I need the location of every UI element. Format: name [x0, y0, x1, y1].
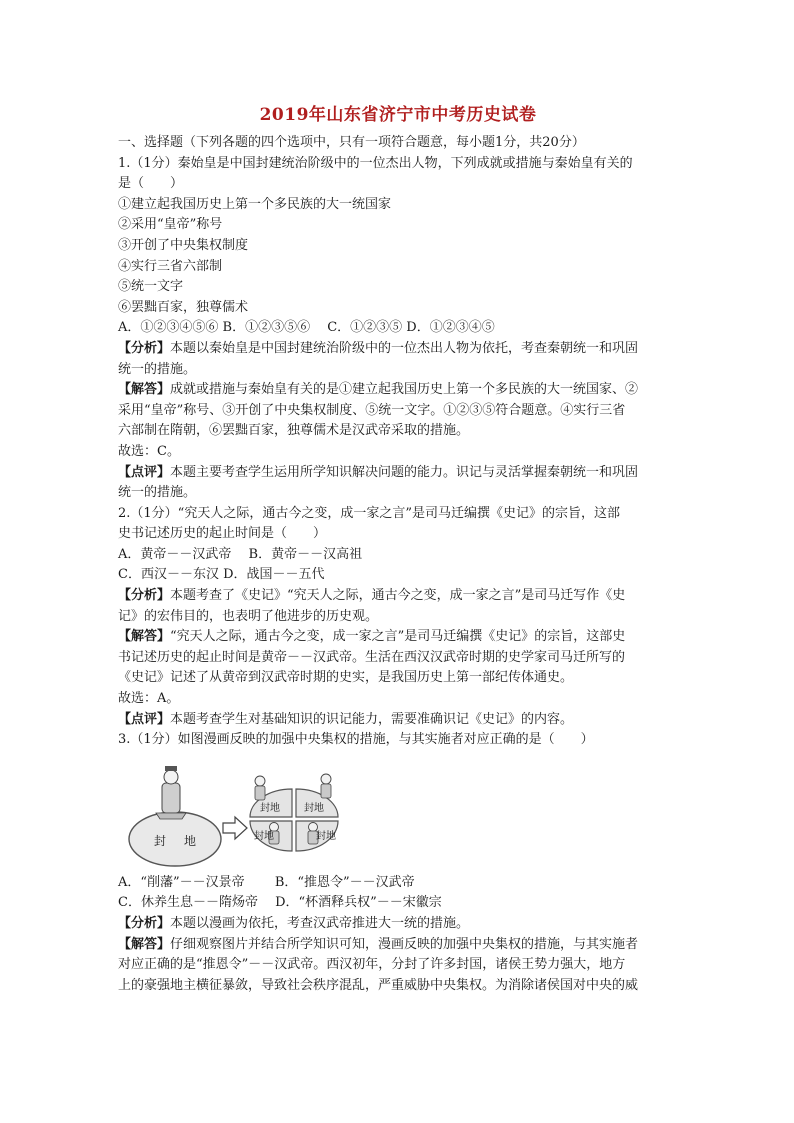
question-2: [118, 504, 678, 731]
answer-tag: 【解答】: [118, 936, 171, 952]
left-di-label: 地: [184, 833, 197, 848]
q1-stem-line-1: 1.（1分）秦始皇是中国封建统治阶级中的一位杰出人物，下列成就或措施与秦始皇有关的: [118, 155, 633, 171]
q2-options-line-2: C．西汉－－东汉 D．战国－－五代: [118, 567, 325, 583]
q2-analysis-line-2: 记》的宏伟目的，也表明了他进步的历史观。: [118, 608, 379, 624]
q3-analysis-text-1: 本题以漫画为依托，考查汉武帝推进大一统的措施。: [170, 916, 470, 931]
analysis-tag: 【分析】: [118, 340, 171, 356]
q2-comment-text-1: 本题考查学生对基础知识的识记能力，需要准确识记《史记》的内容。: [170, 711, 574, 727]
q2-stem-line-2: 史书记述历史的起止时间是（ ）: [118, 526, 327, 542]
q2-answer-line-3: 《史记》记述了从黄帝到汉武帝时期的史实，是我国历史上第一部纪传体通史。: [118, 670, 574, 686]
q1-answer-text-1: 成就或措施与秦始皇有关的是①建立起我国历史上第一个多民族的大一统国家、②: [170, 382, 639, 398]
q3-answer-line-2: 对应正确的是“推恩令”－－汉武帝。西汉初年，分封了许多封国，诸侯王势力强大，地方: [118, 957, 626, 973]
q1-comment-text-1: 本题主要考查学生运用所学知识解决问题的能力。识记与灵活掌握秦朝统一和巩固: [170, 464, 639, 480]
q1-item-2: ②采用“皇帝”称号: [118, 217, 223, 233]
analysis-tag: 【分析】: [118, 916, 171, 931]
q1-item-3: ③开创了中央集权制度: [118, 237, 249, 253]
answer-tag: 【解答】: [118, 629, 171, 645]
q3-answer-line-1: [118, 935, 678, 956]
q1-choice: 故选：C。: [118, 443, 180, 459]
q3-analysis-line-1: [118, 914, 678, 935]
q2-options-line-1: A．黄帝－－汉武帝 B．黄帝－－汉高祖: [118, 546, 363, 562]
cartoon-figure: [120, 761, 340, 869]
quarter-label-bl: 封地: [254, 830, 274, 842]
q1-answer-line-2: 采用“皇帝”称号、③开创了中央集权制度、⑤统一文字。①②③⑤符合题意。④实行三省: [118, 402, 626, 418]
comment-tag: 【点评】: [118, 711, 171, 727]
quarter-label-br: 封地: [316, 830, 336, 842]
q2-choice: 故选：A。: [118, 691, 180, 707]
page-title: 2019年山东省济宁市中考历史试卷: [259, 105, 537, 125]
q1-item-5: ⑤统一文字: [118, 279, 184, 295]
q1-analysis-text-1: 本题以秦始皇是中国封建统治阶级中的一位杰出人物为依托，考查秦朝统一和巩固: [170, 340, 639, 356]
q1-analysis-line-2: 统一的措施。: [118, 361, 197, 377]
q1-item-4: ④实行三省六部制: [118, 258, 223, 274]
q2-answer-line-2: 书记述历史的起止时间是黄帝－－汉武帝。生活在西汉汉武帝时期的史学家司马迁所写的: [118, 649, 626, 665]
q3-stem-line-1: 3.（1分）如图漫画反映的加强中央集权的措施，与其实施者对应正确的是（ ）: [118, 732, 594, 748]
q3-answer-line-3: 上的豪强地主横征暴敛，导致社会秩序混乱，严重威胁中央集权。为消除诸侯国对中央的威: [118, 977, 639, 993]
q1-comment-line-2: 统一的措施。: [118, 485, 197, 501]
q2-answer-text-1: “究天人之际，通古今之变，成一家之言”是司马迁编撰《史记》的宗旨，这部史: [170, 629, 626, 645]
q2-comment-line-1: [118, 710, 678, 731]
quarter-label-tr: 封地: [304, 802, 324, 814]
q3-answer-text-1: 仔细观察图片并结合所学知识可知，漫画反映的加强中央集权的措施，与其实施者: [170, 936, 639, 952]
q1-options: A．①②③④⑤⑥ B．①②③⑤⑥ C．①②③⑤ D．①②③④⑤: [118, 320, 495, 336]
q2-stem-line-1: 2.（1分）“究天人之际，通古今之变，成一家之言”是司马迁编撰《史记》的宗旨，这部: [118, 505, 620, 521]
q1-item-6: ⑥罢黜百家，独尊儒术: [118, 299, 249, 315]
question-3: [118, 730, 678, 996]
section-heading: 一、选择题（下列各题的四个选项中，只有一项符合题意，每小题1分，共20分）: [118, 135, 585, 150]
cartoon-illustration: [120, 761, 340, 869]
q1-analysis-line-1: [118, 339, 678, 360]
answer-tag: 【解答】: [118, 382, 171, 398]
right-arrow-icon: [223, 817, 247, 839]
q2-analysis-line-1: [118, 586, 678, 607]
q1-stem-line-2: 是（ ）: [118, 176, 184, 192]
q1-answer-line-1: [118, 380, 678, 401]
left-feng-label: 封: [154, 833, 167, 848]
exam-page: [118, 100, 678, 996]
q3-options-line-1: A．“削藩”－－汉景帝 B．“推恩令”－－汉武帝: [118, 874, 415, 890]
q1-answer-line-3: 六部制在隋朝，⑥罢黜百家，独尊儒术是汉武帝采取的措施。: [118, 423, 470, 439]
q2-analysis-text-1: 本题考查了《史记》“究天人之际，通古今之变，成一家之言”是司马迁写作《史: [170, 588, 626, 604]
single-fief-disc: [129, 812, 221, 866]
q1-item-1: ①建立起我国历史上第一个多民族的大一统国家: [118, 196, 392, 212]
q2-answer-line-1: [118, 627, 678, 648]
q3-options-line-2: C．休养生息－－隋炀帝 D．“杯酒释兵权”－－宋徽宗: [118, 895, 442, 911]
lord-figure-icon: [156, 766, 186, 819]
quarter-label-tl: 封地: [260, 802, 280, 814]
analysis-tag: 【分析】: [118, 588, 171, 604]
q1-comment-line-1: [118, 463, 678, 484]
question-1: [118, 154, 678, 504]
comment-tag: 【点评】: [118, 464, 171, 480]
